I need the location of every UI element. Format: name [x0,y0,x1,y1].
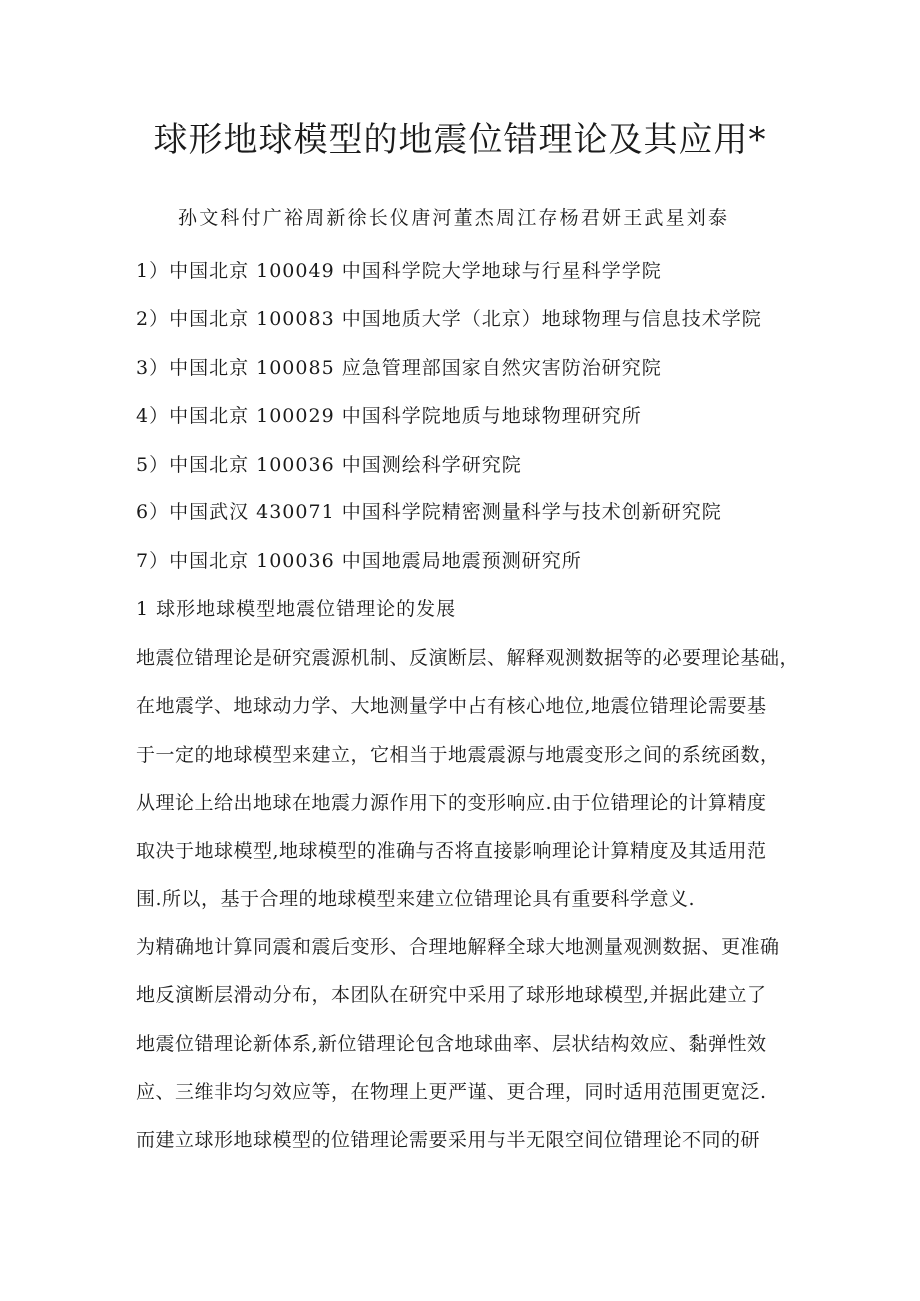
paragraph-line: 在地震学、地球动力学、大地测量学中占有核心地位,地震位错理论需要基 [136,695,767,717]
paragraph-line: 于一定的地球模型来建立，它相当于地震震源与地震变形之间的系统函数， [136,744,780,766]
paragraph-line: 地震位错理论新体系,新位错理论包含地球曲率、层状结构效应、黏弹性效 [136,1033,767,1055]
paragraph-line: 地反演断层滑动分布，本团队在研究中采用了球形地球模型,并据此建立了 [136,984,767,1006]
affiliation-6: 6）中国武汉 430071 中国科学院精密测量科学与技术创新研究院 [136,501,722,523]
paragraph-line: 应、三维非均匀效应等，在物理上更严谨、更合理，同时适用范围更宽泛. [136,1081,767,1103]
affiliation-1: 1）中国北京 100049 中国科学院大学地球与行星科学学院 [136,260,662,282]
paragraph-line: 地震位错理论是研究震源机制、反演断层、解释观测数据等的必要理论基础， [136,647,800,669]
paragraph-line: 围.所以，基于合理的地球模型来建立位错理论具有重要科学意义. [136,888,696,910]
paper-title: 球形地球模型的地震位错理论及其应用* [153,120,767,160]
paragraph-line: 从理论上给出地球在地震力源作用下的变形响应.由于位错理论的计算精度 [136,792,767,814]
affiliation-4: 4）中国北京 100029 中国科学院地质与地球物理研究所 [136,405,642,427]
paragraph-line: 而建立球形地球模型的位错理论需要采用与半无限空间位错理论不同的研 [136,1129,761,1151]
paragraph-line: 为精确地计算同震和震后变形、合理地解释全球大地测量观测数据、更准确 [136,936,780,958]
affiliation-2: 2）中国北京 100083 中国地质大学（北京）地球物理与信息技术学院 [136,308,762,330]
affiliation-3: 3）中国北京 100085 应急管理部国家自然灾害防治研究院 [136,357,662,379]
affiliation-5: 5）中国北京 100036 中国测绘科学研究院 [136,454,522,476]
section-heading: 1 球形地球模型地震位错理论的发展 [136,598,457,620]
author-list: 孙文科付广裕周新徐长仪唐河董杰周江存杨君妍王武星刘泰 [178,207,730,229]
paragraph-line: 取决于地球模型,地球模型的准确与否将直接影响理论计算精度及其适用范 [136,840,767,862]
affiliation-7: 7）中国北京 100036 中国地震局地震预测研究所 [136,550,582,572]
